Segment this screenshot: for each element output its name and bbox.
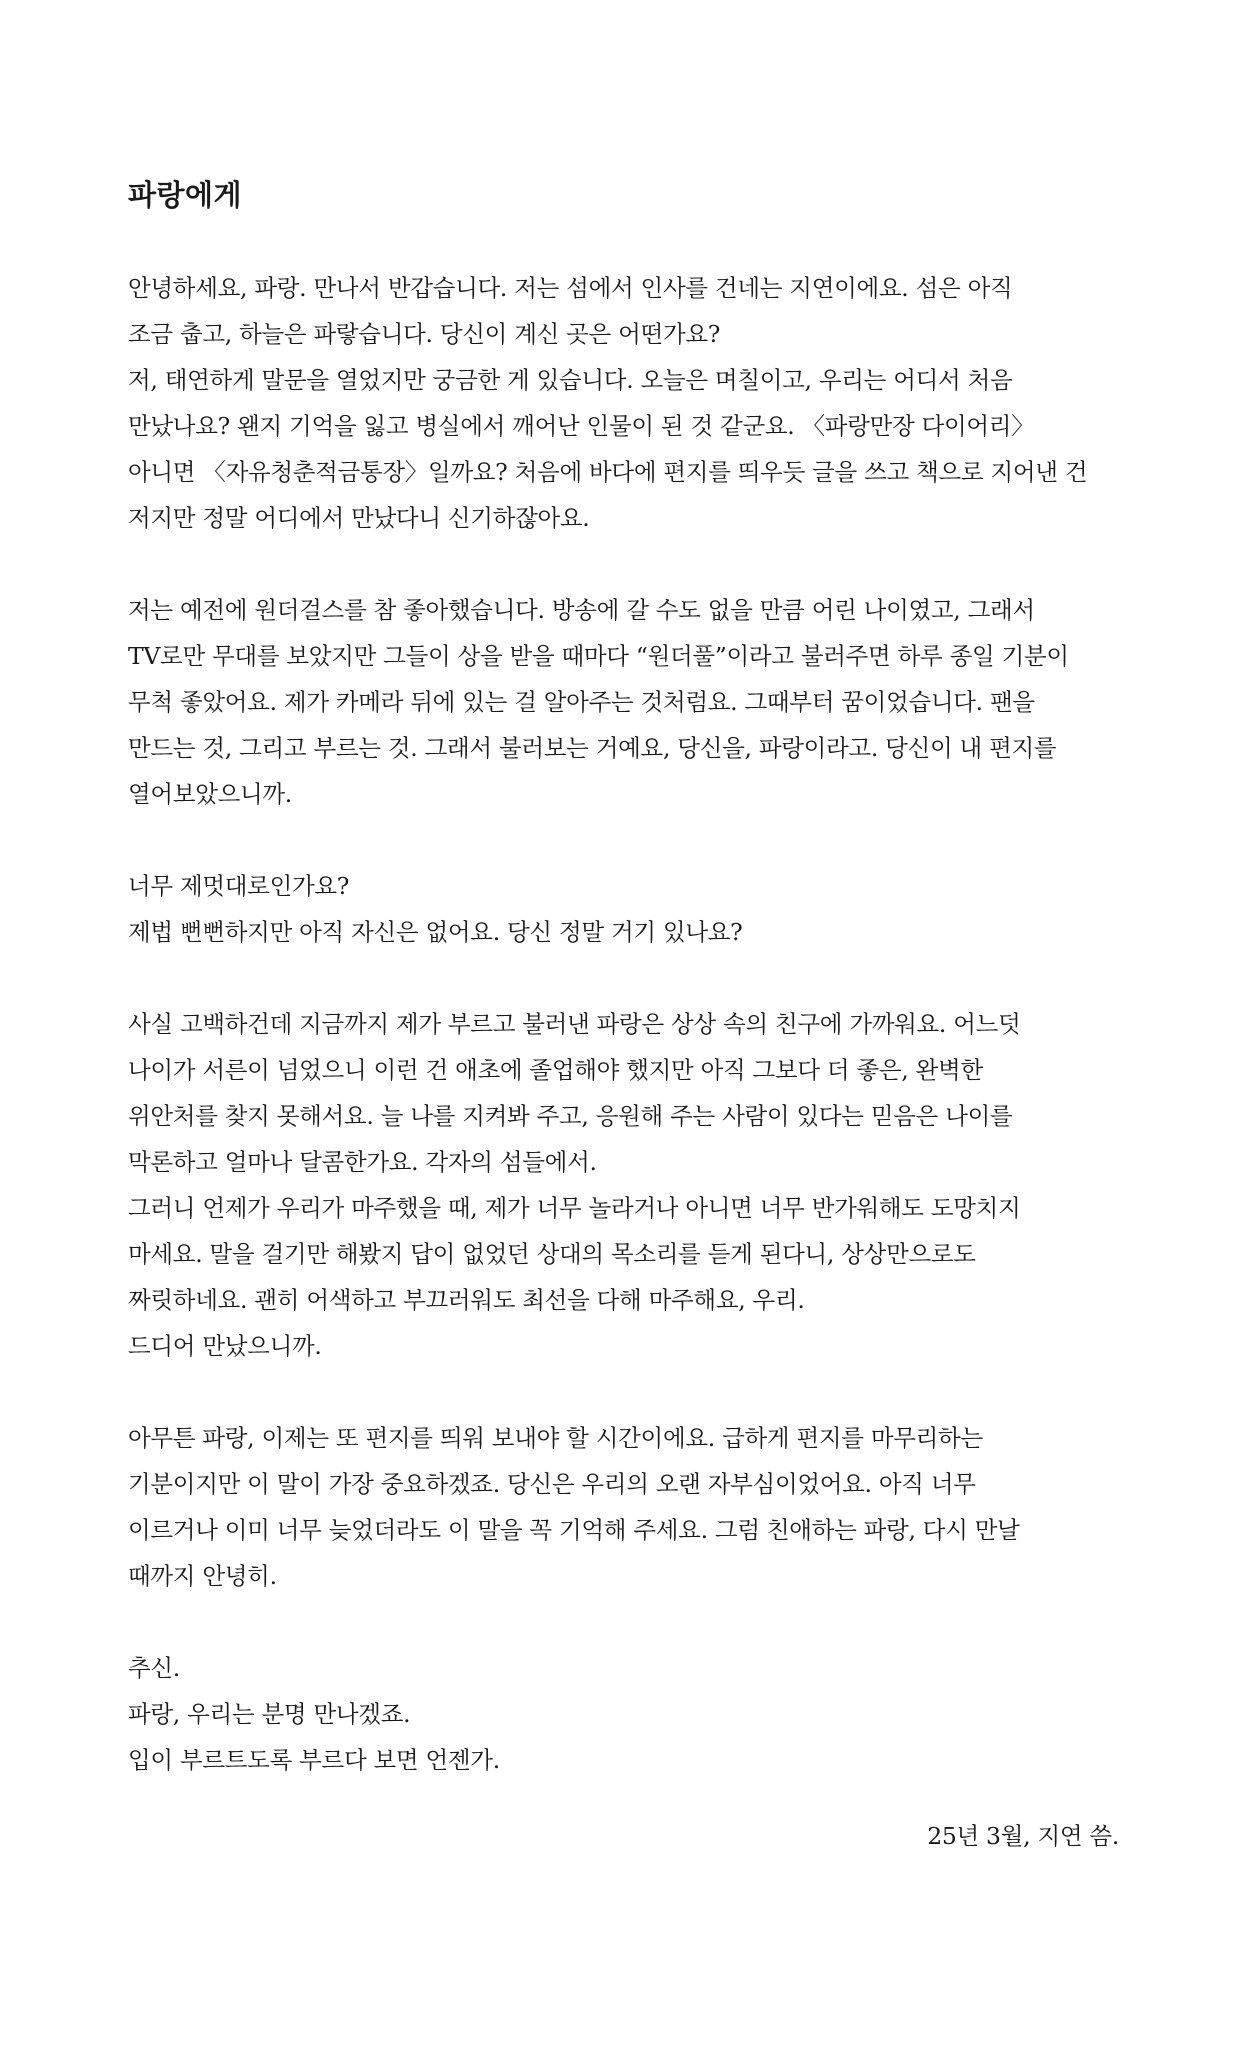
text-line: 너무 제멋대로인가요? bbox=[128, 872, 350, 900]
text-line: 마세요. 말을 걸기만 해봤지 답이 없었던 상대의 목소리를 듣게 된다니, 상상만으로도 bbox=[128, 1240, 976, 1268]
text-line: 기분이지만 이 말이 가장 중요하겠죠. 당신은 우리의 오랜 자부심이었어요. 아직 너무 bbox=[128, 1470, 976, 1498]
paragraph-wondergirls bbox=[128, 587, 1118, 817]
paragraph-postscript bbox=[128, 1645, 1118, 1783]
paragraph-closing bbox=[128, 1415, 1118, 1599]
text-line: 입이 부르트도록 부르다 보면 언젠가. bbox=[128, 1746, 500, 1774]
text-line: 무척 좋았어요. 제가 카메라 뒤에 있는 걸 알아주는 것처럼요. 그때부터 꿈이었습니다. 팬을 bbox=[128, 688, 1035, 716]
paragraph-greeting bbox=[128, 265, 1118, 541]
text-line: 추신. bbox=[128, 1654, 180, 1682]
text-line: 아니면 〈자유청춘적금통장〉일까요? 처음에 바다에 편지를 띄우듯 글을 쓰고 책으로 지어낸 건 bbox=[128, 458, 1088, 486]
text-line: TV로만 무대를 보았지만 그들이 상을 받을 때마다 “원더풀”이라고 불러주면 하루 종일 기분이 bbox=[128, 642, 1069, 670]
text-line: 아무튼 파랑, 이제는 또 편지를 띄워 보내야 할 시간이에요. 급하게 편지를 마무리하는 bbox=[128, 1424, 983, 1452]
text-line: 저, 태연하게 말문을 열었지만 궁금한 게 있습니다. 오늘은 며칠이고, 우리는 어디서 처음 bbox=[128, 366, 1013, 394]
text-line: 저는 예전에 원더걸스를 참 좋아했습니다. 방송에 갈 수도 없을 만큼 어린 나이였고, 그래서 bbox=[128, 596, 1035, 624]
text-line: 만드는 것, 그리고 부르는 것. 그래서 불러보는 거예요, 당신을, 파랑이라고. 당신이 내 편지를 bbox=[128, 734, 1057, 762]
text-line: 드디어 만났으니까. bbox=[128, 1332, 322, 1360]
text-line: 때까지 안녕히. bbox=[128, 1562, 277, 1590]
paragraph-question bbox=[128, 863, 1118, 955]
text-line: 조금 춥고, 하늘은 파랗습니다. 당신이 계신 곳은 어떤가요? bbox=[128, 320, 721, 348]
letter-title: 파랑에게 bbox=[128, 178, 243, 212]
paragraph-confession bbox=[128, 1001, 1118, 1369]
text-line: 사실 고백하건데 지금까지 제가 부르고 불러낸 파랑은 상상 속의 친구에 가까워요. 어느덧 bbox=[128, 1010, 1021, 1038]
text-line: 이르거나 이미 너무 늦었더라도 이 말을 꼭 기억해 주세요. 그럼 친애하는 파랑, 다시 만날 bbox=[128, 1516, 1020, 1544]
text-line: 파랑, 우리는 분명 만나겠죠. bbox=[128, 1700, 411, 1728]
text-line: 막론하고 얼마나 달콤한가요. 각자의 섬들에서. bbox=[128, 1148, 597, 1176]
text-line: 열어보았으니까. bbox=[128, 780, 292, 808]
text-line: 만났나요? 왠지 기억을 잃고 병실에서 깨어난 인물이 된 것 같군요. 〈파랑만장 다이어리〉 bbox=[128, 412, 1035, 440]
text-line: 안녕하세요, 파랑. 만나서 반갑습니다. 저는 섬에서 인사를 건네는 지연이에요. 섬은 아직 bbox=[128, 274, 1013, 302]
text-line: 저지만 정말 어디에서 만났다니 신기하잖아요. bbox=[128, 504, 590, 532]
text-line: 나이가 서른이 넘었으니 이런 건 애초에 졸업해야 했지만 아직 그보다 더 좋은, 완벽한 bbox=[128, 1056, 983, 1084]
text-line: 위안처를 찾지 못해서요. 늘 나를 지켜봐 주고, 응원해 주는 사람이 있다는 믿음은 나이를 bbox=[128, 1102, 1013, 1130]
text-line: 짜릿하네요. 괜히 어색하고 부끄러워도 최선을 다해 마주해요, 우리. bbox=[128, 1286, 805, 1314]
text-line: 제법 뻔뻔하지만 아직 자신은 없어요. 당신 정말 거기 있나요? bbox=[128, 918, 743, 946]
text-line: 그러니 언제가 우리가 마주했을 때, 제가 너무 놀라거나 아니면 너무 반가워해도 도망치지 bbox=[128, 1194, 1021, 1222]
letter-body bbox=[128, 175, 1118, 1783]
letter-signature: 25년 3월, 지연 씀. bbox=[927, 1822, 1119, 1850]
